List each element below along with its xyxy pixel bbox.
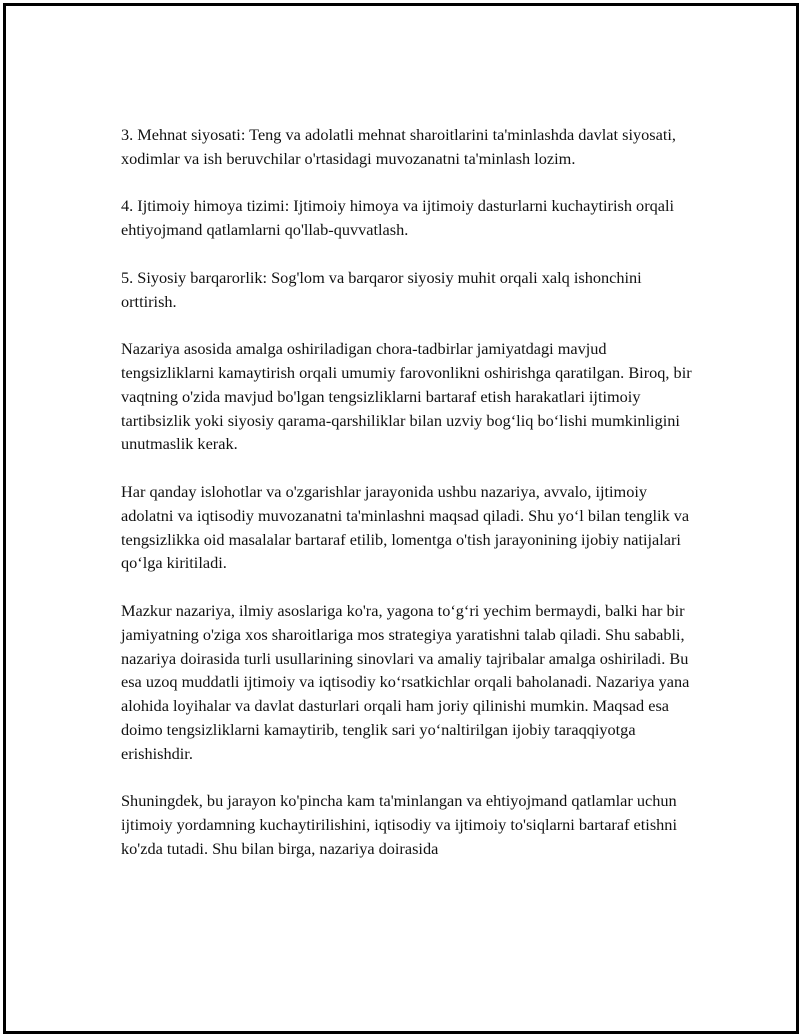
paragraph-labor-policy: 3. Mehnat siyosati: Teng va adolatli mehnat sharoitlarini ta'minlashda davlat siyosati, xodimlar va ish beruvchilar o'rtasidagi muvozanatni ta'minlash lozim. — [121, 125, 676, 168]
paragraph-reforms: Har qanday islohotlar va o'zgarishlar jarayonida ushbu nazariya, avvalo, ijtimoiy adolatni va iqtisodiy muvozanatni ta'minlashni maqsad qiladi. Shu yo‘l bilan tenglik va tengsizlikka oid masalalar bartaraf etilib, lomentga o'tish jarayonining ijobiy natijalari qo‘lga kiritiladi. — [121, 481, 690, 573]
page-body — [121, 123, 701, 885]
paragraph-political-stability: 5. Siyosiy barqarorlik: Sog'lom va barqaror siyosiy muhit orqali xalq ishonchini orttirish. — [121, 267, 642, 311]
paragraph-scientific-basis: Mazkur nazariya, ilmiy asoslariga ko'ra, yagona to‘g‘ri yechim bermaydi, balki har bir jamiyatning o'ziga xos sharoitlariga mos strategiya yaratishni talab qiladi. Shu sababli, nazariya doirasida turli usullarining sinovlari va amaliy tajribalar amalga oshiriladi. Bu esa uzoq muddatli ijtimoiy va iqtisodiy ko‘rsatkichlar orqali baholanadi. Nazariya yana alohida loyihalar va davlat dasturlari orqali ham joriy qilinishi mumkin. Maqsad esa doimo tengsizliklarni kamaytirib, tenglik sari yo‘naltirilgan ijobiy taraqqiyotga erishishdir. — [121, 600, 690, 763]
paragraph-social-protection: 4. Ijtimoiy himoya tizimi: Ijtimoiy himoya va ijtimoiy dasturlarni kuchaytirish orqali ehtiyojmand qatlamlarni qo'llab-quvvatlash. — [121, 196, 675, 240]
document-page — [3, 3, 799, 1034]
paragraph-theory-measures: Nazariya asosida amalga oshiriladigan chora-tadbirlar jamiyatdagi mavjud tengsizliklarni kamaytirish orqali umumiy farovonlikni oshirishga qaratilgan. Biroq, bir vaqtning o'zida mavjud bo'lgan tengsizliklarni bartaraf etish harakatlari ijtimoiy tartibsizlik yoki siyosiy qarama-qarshiliklar bilan uzviy bog‘liq bo‘lishi mumkinligini unutmaslik kerak. — [121, 339, 692, 454]
paragraph-continuation: Shuningdek, bu jarayon ko'pincha kam ta'minlangan va ehtiyojmand qatlamlar uchun ijtimoiy yordamning kuchaytirilishini, iqtisodiy va ijtimoiy to'siqlarni bartaraf etishni ko'zda tutadi. Shu bilan birga, nazariya doirasida — [121, 791, 677, 858]
